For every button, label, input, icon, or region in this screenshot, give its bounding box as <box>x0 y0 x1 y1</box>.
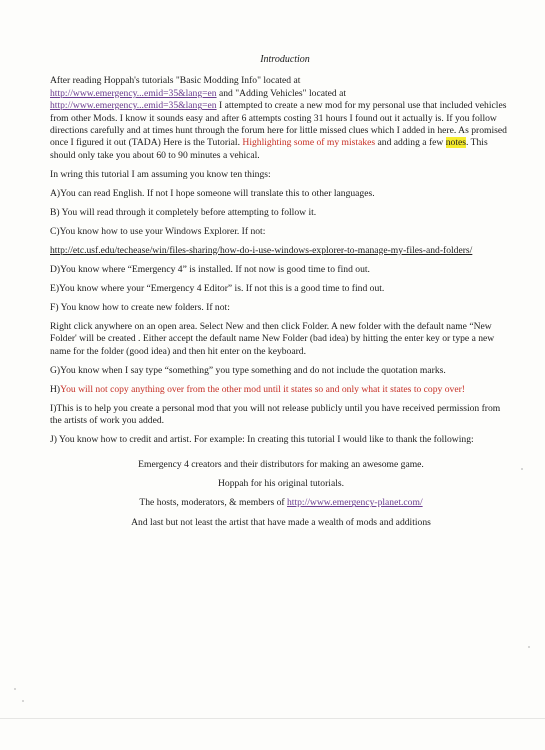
item-c: C)You know how to use your Windows Explorer. If not: <box>50 225 266 237</box>
item-i: I)This is to help you create a personal mod that you will not release publicly until you have received permission from the artists of work you added. <box>50 402 501 427</box>
item-g: G)You know when I say type “something” you type something and do not include the quotation marks. <box>50 364 446 376</box>
credit-hosts-text: The hosts, moderators, & members of <box>139 497 287 509</box>
credit-hosts <box>50 497 512 509</box>
scan-speck <box>22 700 24 702</box>
credit-emergency-creators: Emergency 4 creators and their distributors for making an awesome game. <box>138 459 424 471</box>
item-h <box>50 384 512 396</box>
item-j: J) You know how to credit and artist. For example: In creating this tutorial I would like to thank the following: <box>50 434 474 446</box>
item-e: E)You know where your “Emergency 4 Editor” is. If not this is a good time to find out. <box>50 282 385 294</box>
yellow-highlighted-notes: notes <box>445 137 466 149</box>
emergency-planet-link[interactable]: http://www.emergency-planet.com/ <box>287 497 423 509</box>
credit-hoppah: Hoppah for his original tutorials. <box>217 478 345 490</box>
page-edge-line <box>0 718 545 719</box>
intro-text-3: I attempted to create a new mod for my personal use that included vehicles from other Mods. I know it sounds easy and after 6 attempts costing 31 hours I found out it actually is. If you follow directions carefully and at times hunt through the forum here for little missed clues which I added in here. As promised once I figured it out (TADA) Here is the Tutorial. <box>50 100 507 149</box>
item-d: D)You know where “Emergency 4” is installed. If not now is good time to find out. <box>50 263 370 275</box>
document-page <box>50 54 512 536</box>
scan-speck <box>14 688 16 690</box>
intro-text-2: and "Adding Vehicles" located at <box>216 87 347 99</box>
item-f-detail: Right click anywhere on an open area. Select New and then click Folder. A new folder with the default name “New Folder' will be created . Either accept the default name New Folder (bad idea) by hitting the enter key or type a new name for the folder (good idea) and then hit enter on the keyboard. <box>50 320 495 357</box>
intro-paragraph <box>50 75 512 162</box>
item-a: A)You can read English. If not I hope someone will translate this to other languages. <box>50 187 375 199</box>
intro-text-4: and adding a few <box>375 137 446 149</box>
credit-artists: And last but not least the artist that have made a wealth of mods and additions <box>131 516 431 528</box>
windows-explorer-link[interactable]: http://etc.usf.edu/techease/win/files-sharing/how-do-i-use-windows-explorer-to-manage-my-files-and-folders/ <box>50 244 473 256</box>
item-h-prefix: H) <box>50 383 61 395</box>
tutorial-link-basic-modding[interactable]: http://www.emergency...emid=35&lang=en <box>50 87 217 99</box>
tutorial-link-adding-vehicles[interactable]: http://www.emergency...emid=35&lang=en <box>50 100 217 112</box>
red-highlight-text: Highlighting some of my mistakes <box>242 137 376 149</box>
page-title: Introduction <box>260 54 310 65</box>
item-c-link-paragraph <box>50 245 512 257</box>
intro-text-1: After reading Hoppah's tutorials "Basic Modding Info" located at <box>50 75 301 87</box>
assumptions-heading: In wring this tutorial I am assuming you know ten things: <box>50 168 271 180</box>
intro-text-5: . This should only take you about 60 to 90 minutes a vehical. <box>50 137 488 161</box>
item-h-red-text: You will not copy anything over from the other mod until it states so and only what it states to copy over! <box>60 383 465 395</box>
item-f: F) You know how to create new folders. If not: <box>50 301 230 313</box>
scan-speck <box>521 468 523 470</box>
scan-speck <box>528 646 530 648</box>
item-b: B) You will read through it completely before attempting to follow it. <box>50 206 317 218</box>
